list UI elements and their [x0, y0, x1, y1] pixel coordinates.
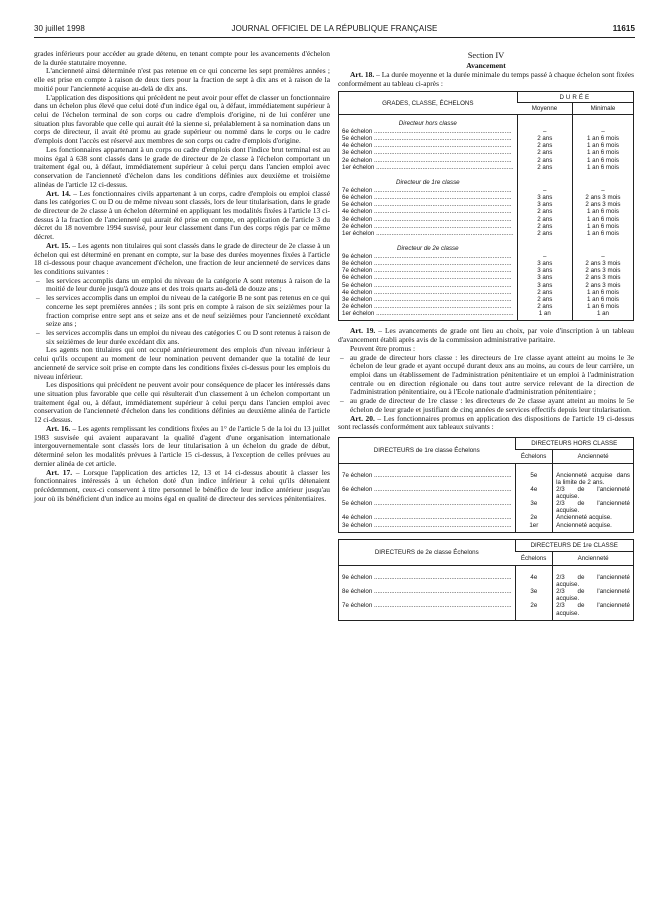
list-item: – les services accomplis dans un emploi du niveau de la catégorie A sont retenus à raison de la moitié de leur durée jusqu'à douze ans et des trois quarts au-delà de douze ans ; [36, 275, 330, 294]
table-row [339, 187, 634, 194]
table-row [339, 486, 634, 500]
table-header-target: DIRECTEURS HORS CLASSE [515, 438, 633, 450]
article-number: Art. 20. [350, 413, 375, 423]
echelon-cell: 5e échelon ..... [339, 282, 518, 289]
echelon-cell: 3e échelon ..... [339, 149, 518, 156]
moyenne-cell: 2 ans [517, 230, 572, 240]
minimale-cell: 1 an 6 mois [572, 142, 633, 149]
article-20 [338, 415, 634, 432]
table-row [339, 514, 634, 521]
paragraph: L'ancienneté ainsi déterminée n'est pas retenue en ce qui concerne les sept premières années ; elle est prise en compte à raison de deux tiers pour la fraction de sept à dix ans et à raison de la moitié pour l'ancienneté acquise au-delà de dix ans. [34, 66, 330, 93]
echelon-cell: 5e échelon ..... [339, 500, 516, 514]
group-title: Directeur hors classe [398, 120, 457, 128]
minimale-cell: 1 an 6 mois [572, 216, 633, 223]
echelon-cell: 2e échelon ..... [339, 157, 518, 164]
echelon-cell: 6e échelon ..... [339, 194, 518, 201]
echelon-cell: 4e échelon ..... [339, 289, 518, 296]
moyenne-cell: – [517, 128, 572, 135]
list-item: – au grade de directeur de 1re classe : les directeurs de 2e classe ayant atteint au moins le 5e échelon de leur grade et justifiant de cinq années de services effectifs depuis leur titularisation. [340, 396, 634, 414]
article-16 [34, 425, 330, 469]
minimale-cell: 1 an 6 mois [572, 289, 633, 296]
paragraph: L'application des dispositions qui précèdent ne peut avoir pour effet de classer un fonctionnaire dans un échelon plus élevé que celui doté d'un indice égal ou, à défaut, immédiatement supérieur à celui de l'échelon terminal de son corps ou cadre d'emplois d'origine, ni de lui conférer une situation plus favorable que celle qui aurait été la sienne si, préalablement à sa nomination dans un corps de directeur, il avait été promu au grade supérieur ou nommé dans le corps ou le cadre d'emplois dont l'accès est réservé aux membres de son corps ou cadre d'emplois d'origine. [34, 92, 330, 146]
moyenne-cell: – [517, 187, 572, 194]
anciennete-cell: 2/3 de l'ancienneté acquise. [553, 486, 634, 500]
duration-table [338, 91, 634, 321]
minimale-cell: 1 an 6 mois [572, 230, 633, 240]
target-echelon-cell: 1er [515, 522, 553, 529]
echelon-cell: 8e échelon ..... [339, 588, 516, 602]
moyenne-cell: 3 ans [517, 282, 572, 289]
table-row [339, 260, 634, 267]
table-row [339, 223, 634, 230]
echelon-cell: 1er échelon ..... [339, 310, 518, 321]
list-item: – les services accomplis dans un emploi du niveau des catégories C ou D sont retenus à raison de six seizièmes de leur durée excédant dix ans. [36, 328, 330, 346]
table-row [339, 296, 634, 303]
article-text: – Les fonctionnaires promus en application des dispositions de l'article 19 ci-dessus sont reclassés conformément aux tableaux suivants : [338, 413, 634, 432]
article-text: – Les fonctionnaires civils appartenant à un corps, cadre d'emplois ou emploi classé dans les catégories C ou D ou de même niveau sont classés, lors de leur titularisation, dans le grade de directeur de 2e classe à un échelon déterminé en appliquant les modalités fixées à l'article 13 ci-dessus à la fraction de l'ancienneté qui aurait été prise en compte, en application de l'article 3 du décret du 18 novembre 1994 susvisé, pour leur classement dans l'un des corps régis par ce même décret. [34, 188, 330, 242]
minimale-cell: 1 an 6 mois [572, 157, 633, 164]
minimale-cell: 1 an 6 mois [572, 303, 633, 310]
table-row [339, 289, 634, 296]
minimale-cell: 2 ans 3 mois [572, 282, 633, 289]
moyenne-cell: 2 ans [517, 303, 572, 310]
minimale-cell: 2 ans 3 mois [572, 274, 633, 281]
header-page-number: 11615 [612, 24, 635, 33]
paragraph: Peuvent être promus : [350, 343, 416, 353]
article-text: – La durée moyenne et la durée minimale du temps passé à chaque échelon sont fixées conformément au tableau ci-après : [338, 70, 635, 88]
echelon-cell: 2e échelon ..... [339, 223, 518, 230]
echelon-cell: 6e échelon ..... [339, 274, 518, 281]
minimale-cell: 1 an 6 mois [572, 149, 633, 156]
minimale-cell: 1 an [572, 310, 633, 321]
moyenne-cell: 2 ans [517, 164, 572, 174]
table-header-duree: DURÉE [517, 92, 633, 103]
table-row [339, 602, 634, 616]
article-text: – Les agents remplissant les conditions fixées au 1° de l'article 5 de la loi du 13 juillet 1983 susvisée qui avaient auparavant la qualité d'agent d'une organisation internationale intergouvernementale sont classés lors de leur titularisation à un échelon du grade de début, déterminé selon les modalités prévues à l'article 15 ci-dessus, à l'exception de celles prévues au dernier alinéa de cet article. [34, 423, 330, 468]
target-echelon-cell: 4e [515, 486, 553, 500]
table-row [339, 208, 634, 215]
table-row [339, 500, 634, 514]
list-item: – les services accomplis dans un emploi du niveau de la catégorie B ne sont pas retenus en ce qui concerne les sept premières années ; ils sont pris en compte à raison de six seizièmes pour la fraction comprise entre sept ans et seize ans et de neuf seizièmes pour l'ancienneté excédant seize ans ; [36, 293, 330, 329]
echelon-cell: 7e échelon ..... [339, 472, 516, 486]
page-header [34, 24, 635, 38]
table-row [339, 588, 634, 602]
table-header-anciennete: Ancienneté [553, 552, 634, 566]
table-group-row [339, 240, 634, 253]
article-number: Art. 17. [46, 467, 73, 477]
article-number: Art. 15. [46, 240, 71, 250]
header-rule [34, 37, 635, 38]
echelon-cell: 9e échelon ..... [339, 574, 516, 588]
table-header-origin: DIRECTEURS de 2e classe Échelons [339, 540, 516, 566]
table-group-row [339, 174, 634, 187]
moyenne-cell: 2 ans [517, 208, 572, 215]
table-row [339, 253, 634, 260]
table-row [339, 135, 634, 142]
echelon-cell: 4e échelon ..... [339, 208, 518, 215]
echelon-cell: 5e échelon ..... [339, 135, 518, 142]
table-row [339, 164, 634, 174]
echelon-cell: 3e échelon ..... [339, 296, 518, 303]
echelon-cell: 4e échelon ..... [339, 514, 516, 521]
table-row [339, 282, 634, 289]
target-echelon-cell: 2e [515, 602, 553, 616]
table-row [339, 194, 634, 201]
section-title: Section IV [467, 50, 505, 60]
table-row [339, 472, 634, 486]
article-number: Art. 14. [46, 188, 71, 198]
anciennete-cell: Ancienneté acquise. [553, 522, 634, 529]
table-row [339, 574, 634, 588]
minimale-cell: 1 an 6 mois [572, 296, 633, 303]
table-row [339, 201, 634, 208]
echelon-cell: 4e échelon ..... [339, 142, 518, 149]
article-text: – Les agents non titulaires qui sont classés dans le grade de directeur de 2e classe à un échelon qui est déterminé en prenant en compte, sur la base des durées moyennes fixées à l'article 18 ci-dessous pour chaque avancement d'échelon, une fraction de leur ancienneté de services dans les conditions suivantes : [34, 240, 330, 276]
article-15 [34, 242, 330, 277]
anciennete-cell: 2/3 de l'ancienneté acquise. [553, 500, 634, 514]
article-number: Art. 19. [350, 326, 376, 336]
echelon-cell: 8e échelon ..... [339, 260, 518, 267]
article-text: – Les avancements de grade ont lieu au choix, par voie d'inscription à un tableau d'avancement établi après avis de la commission administrative paritaire. [338, 326, 634, 345]
article-19 [338, 327, 634, 344]
anciennete-cell: 2/3 de l'ancienneté acquise. [553, 602, 634, 616]
table-row [339, 149, 634, 156]
minimale-cell: 2 ans 3 mois [572, 194, 633, 201]
article-text: – Lorsque l'application des articles 12, 13 et 14 ci-dessus aboutit à classer les fonctionnaires intéressés à un échelon doté d'un indice inférieur à celui qu'ils détenaient précédemment, ceux-ci conservent à titre personnel le bénéfice de leur indice antérieur jusqu'au jour où ils bénéficient d'un indice au moins égal en qualité de directeur des services pénitentiaires. [34, 467, 330, 503]
moyenne-cell: 3 ans [517, 274, 572, 281]
minimale-cell: – [572, 253, 633, 260]
table-header-echelons: Échelons [515, 450, 553, 464]
minimale-cell: 2 ans 3 mois [572, 267, 633, 274]
target-echelon-cell: 4e [515, 574, 553, 588]
anciennete-cell: Ancienneté acquise. [553, 514, 634, 521]
right-column [338, 50, 634, 627]
target-echelon-cell: 2e [515, 514, 553, 521]
moyenne-cell: – [517, 253, 572, 260]
minimale-cell: 1 an 6 mois [572, 164, 633, 174]
moyenne-cell: 3 ans [517, 194, 572, 201]
minimale-cell: – [572, 128, 633, 135]
anciennete-cell: 2/3 de l'ancienneté acquise. [553, 574, 634, 588]
minimale-cell: 1 an 6 mois [572, 223, 633, 230]
anciennete-cell: 2/3 de l'ancienneté acquise. [553, 588, 634, 602]
moyenne-cell: 2 ans [517, 142, 572, 149]
table-row [339, 230, 634, 240]
minimale-cell: 2 ans 3 mois [572, 260, 633, 267]
target-echelon-cell: 3e [515, 588, 553, 602]
moyenne-cell: 3 ans [517, 201, 572, 208]
echelon-cell: 3e échelon ..... [339, 216, 518, 223]
moyenne-cell: 1 an [517, 310, 572, 321]
echelon-cell: 5e échelon ..... [339, 201, 518, 208]
echelon-cell: 7e échelon ..... [339, 602, 516, 616]
moyenne-cell: 3 ans [517, 267, 572, 274]
list-item: – au grade de directeur hors classe : les directeurs de 1re classe ayant atteint au moins le 3e échelon de leur grade et ayant occupé durant deux ans au moins, au cours de leur carrière, un emploi dans un établissement de l'administration pénitentiaire et un emploi à l'administration centrale ou en direction régionale ou dans tout autre service relevant de la direction de l'administration pénitentiaire, ou à l'Ecole nationale d'administration pénitentiaire ; [340, 352, 634, 397]
table-header-anciennete: Ancienneté [553, 450, 634, 464]
minimale-cell: 1 an 6 mois [572, 135, 633, 142]
table-row [339, 216, 634, 223]
article-14 [34, 190, 330, 242]
moyenne-cell: 2 ans [517, 289, 572, 296]
minimale-cell: – [572, 187, 633, 194]
table-header-target: DIRECTEURS DE 1re CLASSE [515, 540, 633, 552]
moyenne-cell: 2 ans [517, 149, 572, 156]
table-group-row [339, 115, 634, 128]
target-echelon-cell: 5e [515, 472, 553, 486]
anciennete-cell: Ancienneté acquise dans la limite de 2 ans. [553, 472, 634, 486]
article-18 [338, 71, 634, 88]
paragraph: Les fonctionnaires appartenant à un corps ou cadre d'emplois dont l'indice brut terminal est au moins égal à 638 sont classés dans le grade de directeur de 2e classe à l'échelon comportant un traitement égal ou, à défaut, immédiatement supérieur à celui perçu dans l'ancien emploi avec conservation de l'ancienneté d'échelon dans les conditions définies aux deuxième et troisième alinéas de l'article 12 ci-dessus. [34, 144, 330, 189]
table-row [339, 157, 634, 164]
echelon-cell: 9e échelon ..... [339, 253, 518, 260]
minimale-cell: 1 an 6 mois [572, 208, 633, 215]
table-row [339, 267, 634, 274]
paragraph: grades inférieurs pour accéder au grade détenu, en tenant compte pour les avancements d'échelon de la durée statutaire moyenne. [34, 49, 330, 67]
table-row [339, 128, 634, 135]
minimale-cell: 2 ans 3 mois [572, 201, 633, 208]
echelon-cell: 1er échelon ..... [339, 230, 518, 240]
left-column [34, 50, 330, 503]
reclassement-table-premiere-classe [338, 539, 634, 621]
article-17 [34, 469, 330, 504]
group-title: Directeur de 1re classe [395, 178, 460, 186]
moyenne-cell: 2 ans [517, 135, 572, 142]
table-row [339, 310, 634, 321]
target-echelon-cell: 3e [515, 500, 553, 514]
header-title: JOURNAL OFFICIEL DE LA RÉPUBLIQUE FRANÇAISE [231, 24, 438, 33]
table-row [339, 303, 634, 310]
moyenne-cell: 3 ans [517, 260, 572, 267]
header-date: 30 juillet 1998 [34, 24, 85, 33]
moyenne-cell: 2 ans [517, 223, 572, 230]
echelon-cell: 2e échelon ..... [339, 303, 518, 310]
moyenne-cell: 2 ans [517, 216, 572, 223]
table-header-echelons: Échelons [515, 552, 553, 566]
article-number: Art. 18. [350, 70, 375, 79]
reclassement-table-hors-classe [338, 437, 634, 533]
table-header-grades: GRADES, CLASSE, ÉCHELONS [339, 92, 518, 115]
echelon-cell: 7e échelon ..... [339, 267, 518, 274]
table-header-origin: DIRECTEURS de 1re classe Échelons [339, 438, 516, 464]
table-row [339, 274, 634, 281]
article-number: Art. 16. [46, 423, 71, 433]
paragraph: Les dispositions qui précèdent ne peuvent avoir pour conséquence de placer les intéressés dans une situation plus favorable que celle qui résulterait d'un classement à un échelon comportant un traitement égal ou, à défaut, immédiatement supérieur à celui perçu dans l'ancien emploi avec conservation de l'ancienneté d'échelon dans les conditions définies au deuxième alinéa de l'article 12 ci-dessus. [34, 380, 330, 425]
section-subtitle: Avancement [466, 61, 506, 70]
echelon-cell: 3e échelon ..... [339, 522, 516, 529]
table-header-moyenne: Moyenne [517, 103, 572, 115]
echelon-cell: 1er échelon ..... [339, 164, 518, 174]
moyenne-cell: 2 ans [517, 296, 572, 303]
moyenne-cell: 2 ans [517, 157, 572, 164]
paragraph: Les agents non titulaires qui ont occupé antérieurement des emplois d'un niveau inférieur à celui qu'ils occupent au moment de leur nomination peuvent demander que la totalité de leur ancienneté de service soit prise en compte dans les conditions fixées ci-dessus pour les emplois du niveau inférieur. [34, 345, 330, 381]
group-title: Directeur de 2e classe [397, 244, 459, 252]
echelon-cell: 6e échelon ..... [339, 128, 518, 135]
table-row [339, 522, 634, 529]
echelon-cell: 7e échelon ..... [339, 187, 518, 194]
echelon-cell: 6e échelon ..... [339, 486, 516, 500]
table-row [339, 142, 634, 149]
table-header-minimale: Minimale [572, 103, 633, 115]
